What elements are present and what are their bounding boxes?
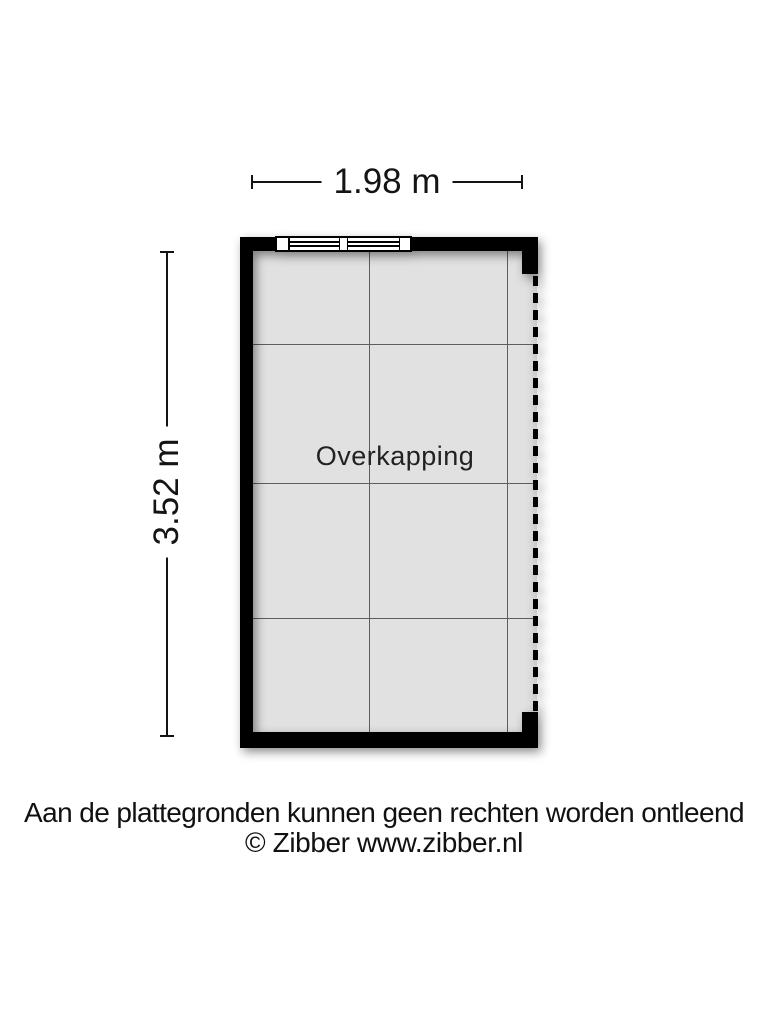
width-dimension-label: 1.98 m <box>322 163 453 201</box>
open-side-dashed-line <box>533 276 538 714</box>
window-frame-line-left <box>288 238 290 250</box>
window-mullion <box>339 238 348 250</box>
disclaimer-text: Aan de plattegronden kunnen geen rechten worden ontleend <box>24 797 744 828</box>
window-frame-line-right <box>399 238 401 250</box>
wall-bottom <box>240 732 538 748</box>
wall-stub-top-right <box>522 237 538 274</box>
room-label: Overkapping <box>315 441 475 471</box>
window-icon <box>275 236 412 252</box>
height-dimension-label: 3.52 m <box>148 427 186 558</box>
wall-left <box>240 237 253 748</box>
wall-stub-bottom-right <box>522 712 538 748</box>
copyright-text: © Zibber www.zibber.nl <box>245 827 523 858</box>
